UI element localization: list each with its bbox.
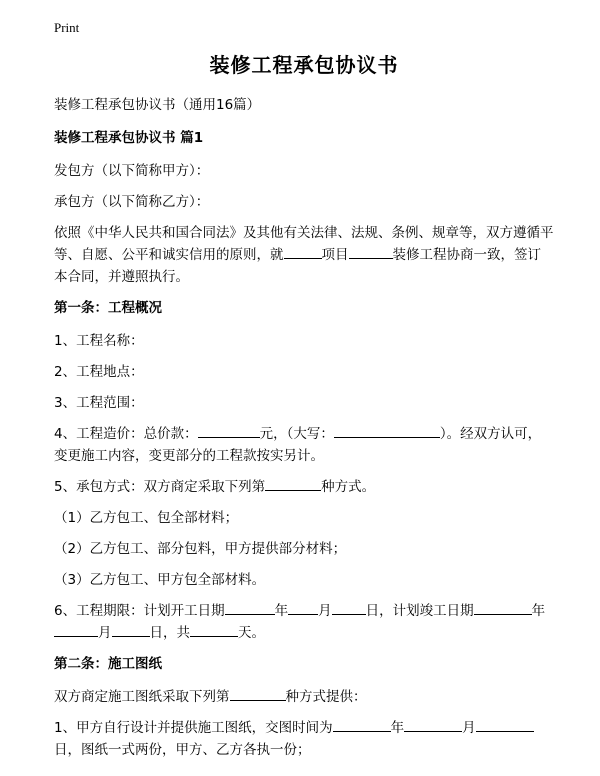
blank-drawing-year (333, 717, 391, 732)
document-body (54, 50, 554, 770)
project-location-line: 2、工程地点： (54, 364, 144, 380)
drawing-method-text-1: 双方商定施工图纸采取下列第 (54, 689, 230, 705)
drawing-item1-year: 年 (390, 720, 405, 736)
drawing-item1-text-2: 日，图纸一式两份，甲方、乙方各执一份； (54, 742, 311, 758)
period-text-1: 6、工程期限：计划开工日期 (54, 603, 225, 619)
method-option-1: （1）乙方包工、包全部材料； (54, 510, 239, 526)
blank-total-price (198, 423, 260, 438)
party-b-line: 承包方（以下简称乙方）： (54, 194, 210, 210)
intro-text-3: 装修工程协商一致，签订本合同，并遵照执行。 (54, 247, 541, 285)
period-year-1: 年 (274, 603, 289, 619)
period-year-2: 年 (531, 603, 546, 619)
contract-method-line (54, 476, 554, 498)
blank-project (284, 244, 322, 259)
blank-start-day (332, 600, 366, 615)
document-title: 装修工程承包协议书 (209, 53, 399, 77)
project-scope-line: 3、工程范围： (54, 395, 144, 411)
project-cost-paragraph (54, 423, 554, 467)
section-heading: 装修工程承包协议书 篇1 (54, 130, 204, 146)
blank-total-days (190, 622, 238, 637)
party-a-line: 发包方（以下简称甲方）： (54, 163, 210, 179)
drawing-method-text-2: 种方式提供： (285, 689, 367, 705)
blank-drawing-day (476, 717, 534, 732)
method-option-3: （3）乙方包工、甲方包全部材料。 (54, 572, 266, 588)
article2-heading: 第二条：施工图纸 (54, 656, 162, 672)
method-option-2: （2）乙方包工、部分包料，甲方提供部分材料； (54, 541, 347, 557)
blank-decoration (349, 244, 393, 259)
drawing-item1-month: 月 (462, 720, 476, 736)
blank-drawing-method (230, 686, 286, 701)
intro-paragraph (54, 222, 554, 288)
cost-text-1: 4、工程造价：总价款： (54, 426, 198, 442)
period-day-total: 日，共 (149, 625, 190, 641)
period-month-2: 月 (98, 625, 112, 641)
period-days: 天。 (238, 625, 265, 641)
intro-text-2: 项目 (321, 247, 349, 263)
period-month-1: 月 (318, 603, 332, 619)
method-text-2: 种方式。 (321, 479, 376, 495)
print-link[interactable]: Print (54, 20, 80, 35)
blank-price-uppercase (334, 423, 440, 438)
blank-end-year (474, 600, 532, 615)
cost-text-3: ）。经双方认可，变更施工内容，变更部分的工程款按实另计。 (54, 426, 542, 464)
drawing-item-1 (54, 717, 554, 761)
project-name-line: 1、工程名称： (54, 333, 144, 349)
method-text-1: 5、承包方式：双方商定采取下列第 (54, 479, 266, 495)
document-subtitle: 装修工程承包协议书（通用16篇） (54, 97, 261, 113)
drawing-item1-text-1: 1、甲方自行设计并提供施工图纸，交图时间为 (54, 720, 333, 736)
blank-drawing-month (404, 717, 462, 732)
intro-text-1: 依照《中华人民共和国合同法》及其他有关法律、法规、条例、规章等，双方遵循平等、自愿、公平和诚实信用的原则，就 (54, 225, 554, 263)
blank-end-month (54, 622, 98, 637)
blank-method-number (265, 476, 321, 491)
blank-start-month (288, 600, 318, 615)
blank-start-year (225, 600, 275, 615)
blank-end-day (112, 622, 150, 637)
article1-heading: 第一条：工程概况 (54, 300, 162, 316)
period-day-comma: 日，计划竣工日期 (365, 603, 474, 619)
cost-text-2: 元，（大写： (259, 426, 334, 442)
drawing-method-line (54, 686, 554, 708)
project-period-paragraph (54, 600, 554, 644)
